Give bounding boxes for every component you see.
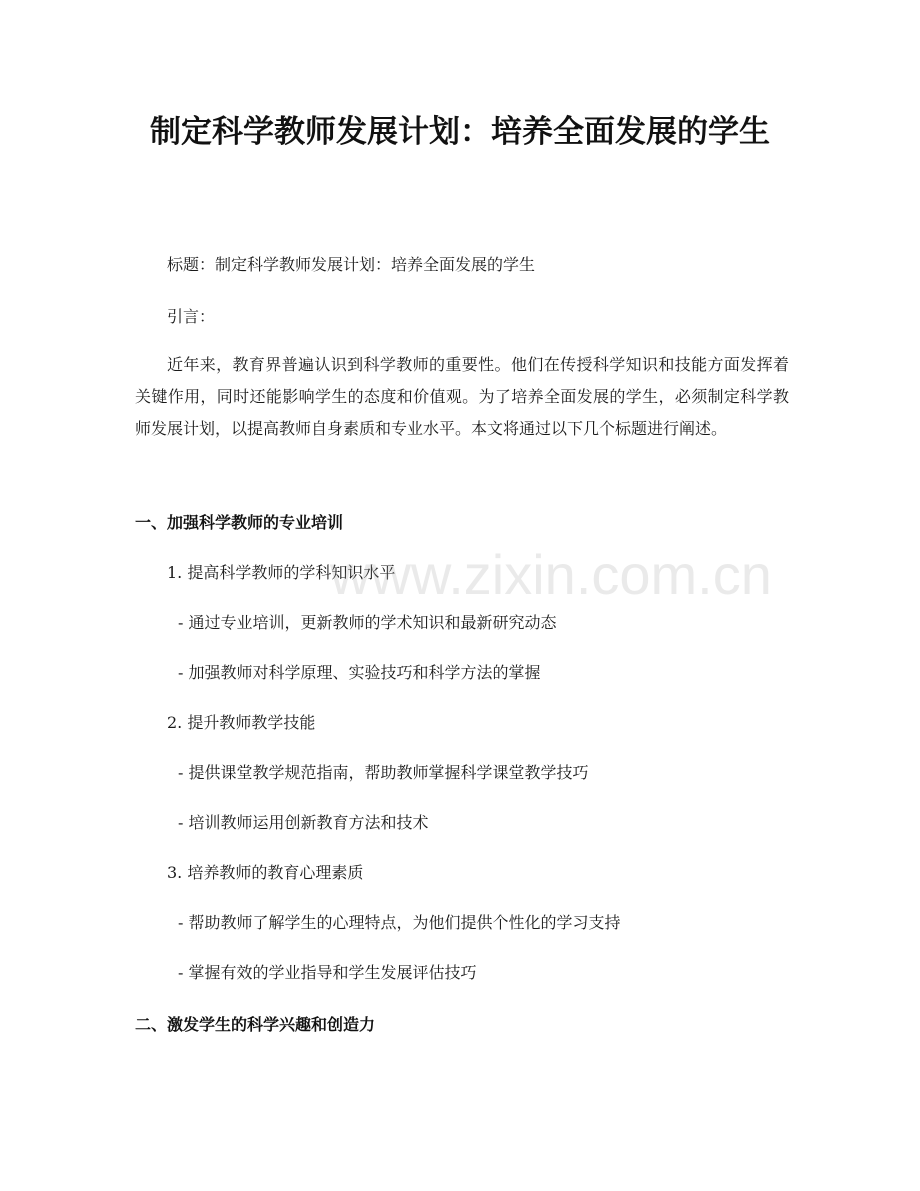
item-title-3: 3. 培养教师的教育心理素质 <box>167 863 364 882</box>
item-point-2-2: - 培训教师运用创新教育方法和技术 <box>178 813 429 832</box>
item-point-1-2: - 加强教师对科学原理、实验技巧和科学方法的掌握 <box>178 663 541 682</box>
section-heading-2: 二、激发学生的科学兴趣和创造力 <box>135 1015 376 1034</box>
intro-label: 引言： <box>167 307 216 326</box>
section-heading-1: 一、加强科学教师的专业培训 <box>135 513 344 532</box>
item-title-2: 2. 提升教师教学技能 <box>167 713 316 732</box>
item-point-3-1: - 帮助教师了解学生的心理特点，为他们提供个性化的学习支持 <box>178 913 621 932</box>
item-point-1-1: - 通过专业培训，更新教师的学术知识和最新研究动态 <box>178 613 557 632</box>
document-title: 制定科学教师发展计划：培养全面发展的学生 <box>150 114 770 150</box>
item-point-2-1: - 提供课堂教学规范指南，帮助教师掌握科学课堂教学技巧 <box>178 763 589 782</box>
watermark: www.zixin.com.cn <box>330 543 772 606</box>
intro-paragraph: 近年来，教育界普遍认识到科学教师的重要性。他们在传授科学知识和技能方面发挥着关键作用，同时还能影响学生的态度和价值观。为了培养全面发展的学生，必须制定科学教师发展计划，以提高教师自身素质和专业水平。本文将通过以下几个标题进行阐述。 <box>135 355 789 438</box>
subtitle-line: 标题：制定科学教师发展计划：培养全面发展的学生 <box>167 255 536 274</box>
item-title-1: 1. 提高科学教师的学科知识水平 <box>167 563 396 582</box>
item-point-3-2: - 掌握有效的学业指导和学生发展评估技巧 <box>178 963 477 982</box>
